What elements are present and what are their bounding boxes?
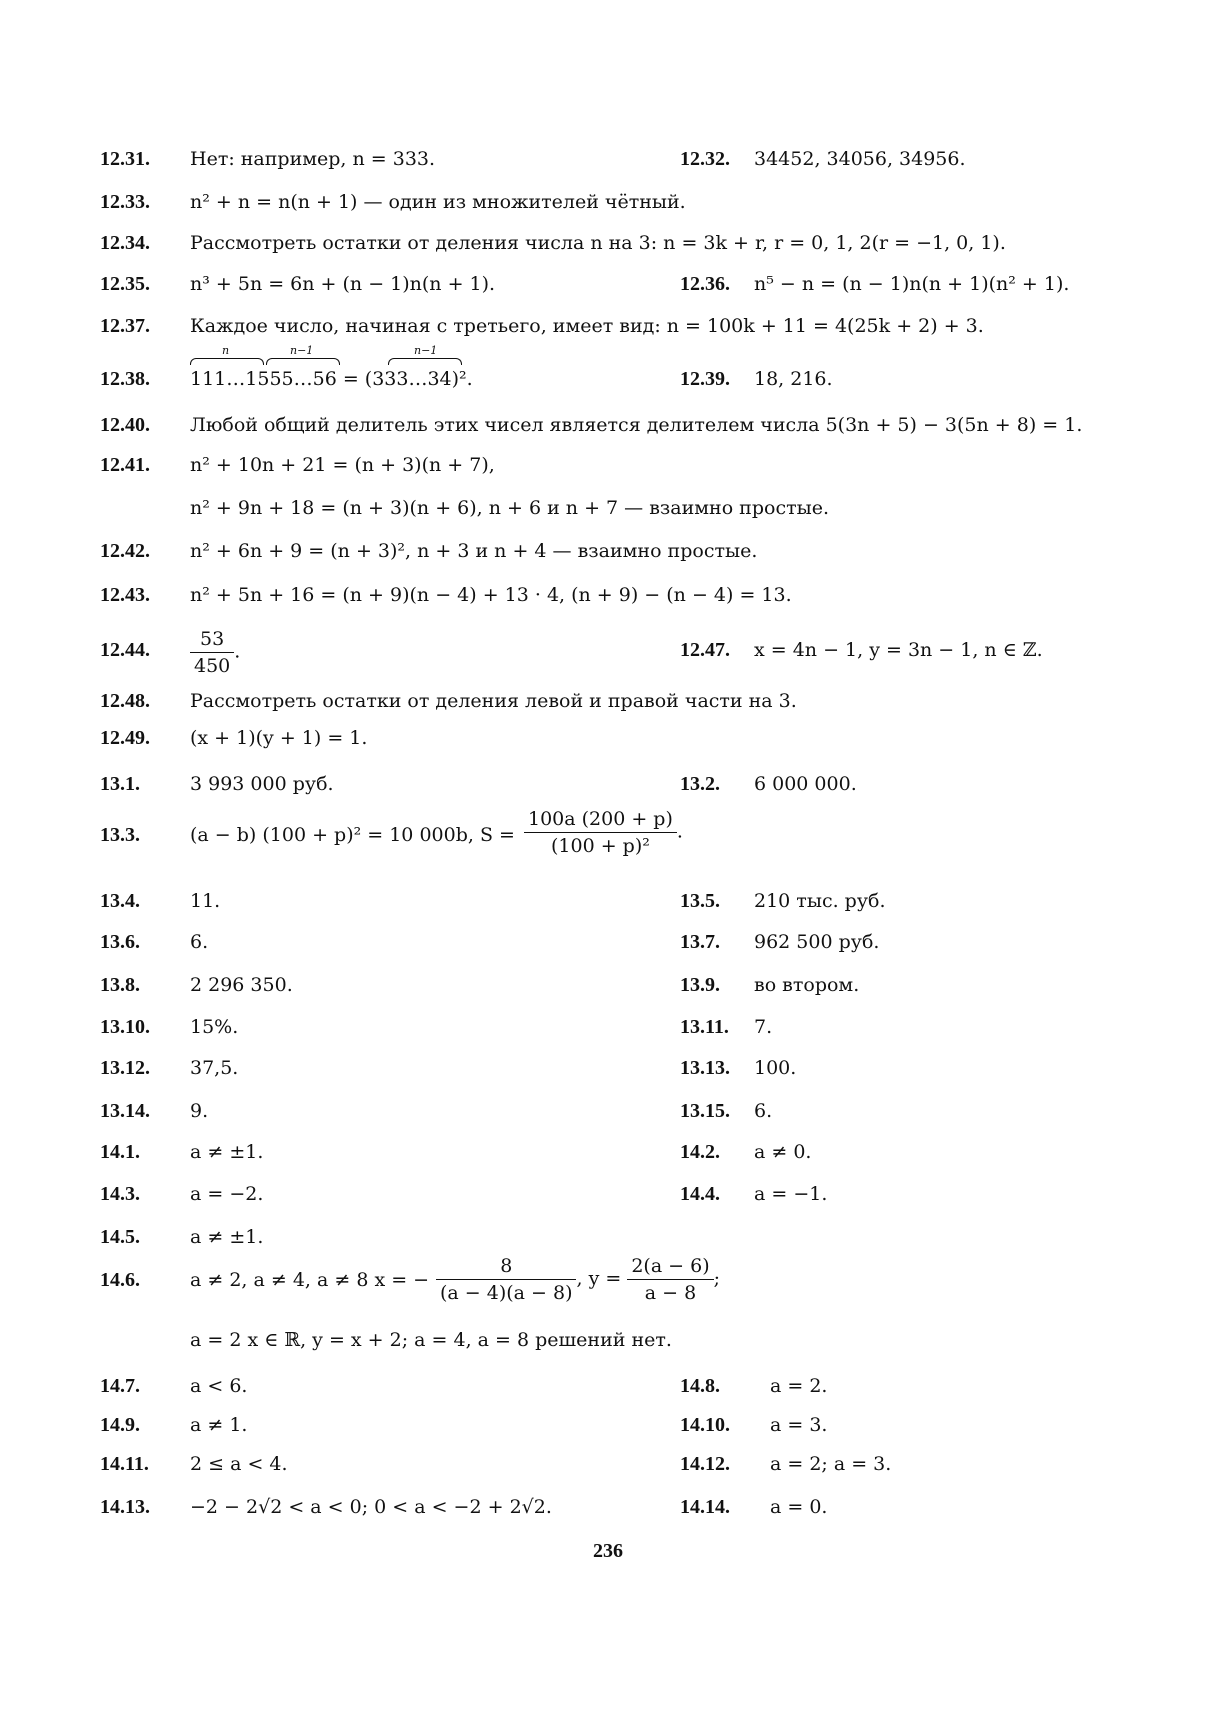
answer-fraction: $\frac{100a (200 + p)}{\text{(100 + p)²}}$ . xyxy=(524,808,683,857)
answer-text: 34452, 34056, 34956. xyxy=(754,148,966,170)
item-number: 12.31. xyxy=(100,148,150,170)
answer-text: a = 3. xyxy=(770,1414,828,1436)
item-number: 13.15. xyxy=(680,1100,730,1122)
answer-text: a = 2 x ∈ ℝ, y = x + 2; a = 4, a = 8 решений нет. xyxy=(190,1329,672,1351)
answer-text: 3 993 000 руб. xyxy=(190,773,334,795)
answer-text: (x + 1)(y + 1) = 1. xyxy=(190,727,368,749)
item-number: 12.36. xyxy=(680,273,730,295)
item-number: 13.11. xyxy=(680,1016,729,1038)
answer-text: a ≠ ±1. xyxy=(190,1141,264,1163)
overbrace xyxy=(266,358,340,365)
answer-text: n² + 9n + 18 = (n + 3)(n + 6), n + 6 и n + 7 — взаимно простые. xyxy=(190,497,829,519)
item-number: 12.33. xyxy=(100,191,150,213)
item-number: 13.10. xyxy=(100,1016,150,1038)
item-number: 12.44. xyxy=(100,639,150,661)
item-number: 13.12. xyxy=(100,1057,150,1079)
item-number: 13.3. xyxy=(100,824,140,846)
answer-text: Рассмотреть остатки от деления числа n на 3: n = 3k + r, r = 0, 1, 2(r = −1, 0, 1). xyxy=(190,232,1006,254)
item-number: 12.32. xyxy=(680,148,730,170)
numerator: 8 xyxy=(436,1255,576,1280)
item-number: 12.48. xyxy=(100,690,150,712)
answer-text: a ≠ 1. xyxy=(190,1414,248,1436)
item-number: 13.4. xyxy=(100,890,140,912)
item-number: 13.13. xyxy=(680,1057,730,1079)
answer-text: Нет: например, n = 333. xyxy=(190,148,436,170)
overbrace xyxy=(388,358,462,365)
item-number: 12.34. xyxy=(100,232,150,254)
answer-fraction: $\frac{53}{450}$ . xyxy=(190,628,240,677)
answer-text: 2 296 350. xyxy=(190,974,293,996)
brace-label: n−1 xyxy=(290,344,314,357)
answer-text: 37,5. xyxy=(190,1057,239,1079)
answer-text: 18, 216. xyxy=(754,368,833,390)
item-number: 14.13. xyxy=(100,1496,150,1518)
item-number: 12.47. xyxy=(680,639,730,661)
answer-text: 210 тыс. руб. xyxy=(754,890,886,912)
answer-text: a = −1. xyxy=(754,1183,828,1205)
answer-text: a ≠ ±1. xyxy=(190,1226,264,1248)
answer-text: 111…1555…56 = (333…34)². xyxy=(190,368,473,390)
item-number: 14.11. xyxy=(100,1453,149,1475)
denominator: 450 xyxy=(194,655,231,677)
item-number: 13.2. xyxy=(680,773,720,795)
answer-text: Рассмотреть остатки от деления левой и правой части на 3. xyxy=(190,690,797,712)
brace-label: n xyxy=(222,344,230,357)
answer-text: (a − b) (100 + p)² = 10 000b, S = xyxy=(190,824,515,846)
item-number: 12.39. xyxy=(680,368,730,390)
fraction xyxy=(436,1255,576,1304)
denominator: (a − 4)(a − 8) xyxy=(440,1282,573,1304)
item-number: 14.10. xyxy=(680,1414,730,1436)
answer-text: 7. xyxy=(754,1016,773,1038)
item-number: 12.37. xyxy=(100,315,150,337)
answer-fraction xyxy=(436,1255,720,1304)
answer-text: a = −2. xyxy=(190,1183,264,1205)
answer-text: 9. xyxy=(190,1100,209,1122)
item-number: 14.7. xyxy=(100,1375,140,1397)
item-number: 14.9. xyxy=(100,1414,140,1436)
item-number: 12.42. xyxy=(100,540,150,562)
overbrace xyxy=(190,358,264,365)
item-number: 14.4. xyxy=(680,1183,720,1205)
item-number: 12.35. xyxy=(100,273,150,295)
answer-text: a = 0. xyxy=(770,1496,828,1518)
answer-text: n² + 6n + 9 = (n + 3)², n + 3 и n + 4 — взаимно простые. xyxy=(190,540,758,562)
item-number: 13.14. xyxy=(100,1100,150,1122)
item-number: 14.14. xyxy=(680,1496,730,1518)
item-number: 14.1. xyxy=(100,1141,140,1163)
answer-text: n² + n = n(n + 1) — один из множителей чётный. xyxy=(190,191,686,213)
denominator: a − 8 xyxy=(644,1282,697,1304)
item-number: 14.2. xyxy=(680,1141,720,1163)
answer-text: a ≠ 2, a ≠ 4, a ≠ 8 x = − xyxy=(190,1269,430,1291)
answer-text: 2 ≤ a < 4. xyxy=(190,1453,288,1475)
brace-label: n−1 xyxy=(414,344,438,357)
numerator: 2(a − 6) xyxy=(627,1255,713,1280)
answer-text: 962 500 руб. xyxy=(754,931,880,953)
item-number: 13.9. xyxy=(680,974,720,996)
answer-text: −2 − 2√2 < a < 0; 0 < a < −2 + 2√2. xyxy=(190,1496,552,1518)
answer-text: во втором. xyxy=(754,974,860,996)
answer-text: 100. xyxy=(754,1057,797,1079)
answer-text: n³ + 5n = 6n + (n − 1)n(n + 1). xyxy=(190,273,496,295)
item-number: 12.43. xyxy=(100,584,150,606)
item-number: 14.3. xyxy=(100,1183,140,1205)
page-number: 236 xyxy=(593,1540,623,1562)
answer-text: a ≠ 0. xyxy=(754,1141,812,1163)
item-number: 12.40. xyxy=(100,414,150,436)
answer-text: 15%. xyxy=(190,1016,239,1038)
answer-text: ; xyxy=(713,1267,721,1290)
item-number: 13.7. xyxy=(680,931,720,953)
answer-text: Каждое число, начиная с третьего, имеет вид: n = 100k + 11 = 4(25k + 2) + 3. xyxy=(190,315,984,337)
item-number: 13.8. xyxy=(100,974,140,996)
answer-text: Любой общий делитель этих чисел является делителем числа 5(3n + 5) − 3(5n + 8) = 1. xyxy=(190,414,1083,436)
fraction xyxy=(627,1255,713,1304)
item-number: 13.1. xyxy=(100,773,140,795)
answer-text: 11. xyxy=(190,890,221,912)
item-number: 13.5. xyxy=(680,890,720,912)
item-number: 14.8. xyxy=(680,1375,720,1397)
answer-text: n⁵ − n = (n − 1)n(n + 1)(n² + 1). xyxy=(754,273,1070,295)
item-number: 14.5. xyxy=(100,1226,140,1248)
item-number: 12.38. xyxy=(100,368,150,390)
item-number: 13.6. xyxy=(100,931,140,953)
fraction xyxy=(524,808,677,857)
answer-text: a = 2. xyxy=(770,1375,828,1397)
item-number: 14.6. xyxy=(100,1269,140,1291)
item-number: 12.41. xyxy=(100,454,150,476)
answer-text: a = 2; a = 3. xyxy=(770,1453,892,1475)
answer-text: a < 6. xyxy=(190,1375,248,1397)
answer-text: x = 4n − 1, y = 3n − 1, n ∈ ℤ. xyxy=(754,639,1043,661)
answer-text: 6. xyxy=(190,931,209,953)
answer-text: 6 000 000. xyxy=(754,773,857,795)
answer-text: n² + 5n + 16 = (n + 9)(n − 4) + 13 · 4, (n + 9) − (n − 4) = 13. xyxy=(190,584,792,606)
item-number: 14.12. xyxy=(680,1453,730,1475)
fraction xyxy=(190,628,234,677)
item-number: 12.49. xyxy=(100,727,150,749)
numerator: 53 xyxy=(190,628,234,653)
answer-text: n² + 10n + 21 = (n + 3)(n + 7), xyxy=(190,454,495,476)
answer-text: , y = xyxy=(576,1267,622,1290)
denominator: (100 + p)² xyxy=(551,835,650,857)
numerator: 100a (200 + p) xyxy=(524,808,677,833)
answer-text: 6. xyxy=(754,1100,773,1122)
